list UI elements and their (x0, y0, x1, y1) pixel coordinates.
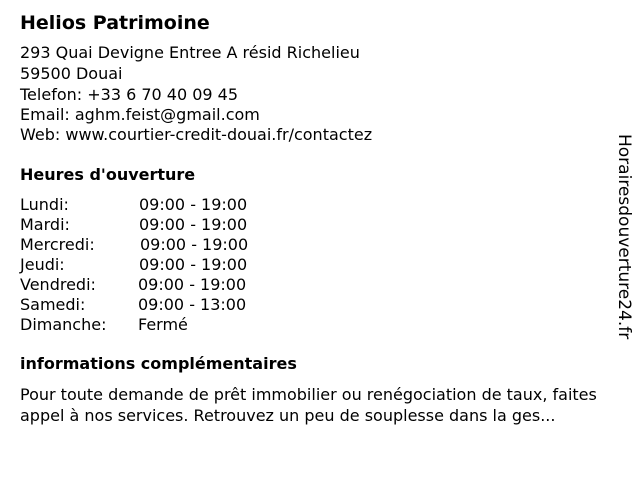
time-value-lundi: 09:00 - 19:00 (139, 195, 248, 214)
day-label-jeudi: Jeudi: (20, 255, 65, 274)
time-value-dimanche: Fermé (138, 315, 188, 334)
time-value-mardi: 09:00 - 19:00 (139, 215, 248, 234)
day-label-dimanche: Dimanche: (20, 315, 107, 334)
address-line-2: 59500 Douai (20, 64, 123, 83)
email-address: Email: aghm.feist@gmail.com (20, 105, 260, 124)
watermark-text: Horairesdouverture24.fr (614, 134, 634, 340)
day-label-lundi: Lundi: (20, 195, 69, 214)
day-label-mercredi: Mercredi: (20, 235, 95, 254)
info-description: Pour toute demande de prêt immobilier ou renégociation de taux, faites appel à nos services. Retrouvez un peu de souplesse dans la ges... (20, 385, 597, 425)
time-value-samedi: 09:00 - 13:00 (138, 295, 247, 314)
phone-number: Telefon: +33 6 70 40 09 45 (20, 85, 239, 104)
site-watermark (612, 134, 636, 374)
time-value-mercredi: 09:00 - 19:00 (140, 235, 249, 254)
day-label-mardi: Mardi: (20, 215, 70, 234)
info-heading: informations complémentaires (20, 354, 297, 373)
address-line-1: 293 Quai Devigne Entree A résid Richelieu (20, 43, 360, 62)
day-label-samedi: Samedi: (20, 295, 86, 314)
website-link[interactable]: Web: www.courtier-credit-douai.fr/contactez (20, 125, 373, 144)
time-value-vendredi: 09:00 - 19:00 (138, 275, 247, 294)
time-value-jeudi: 09:00 - 19:00 (139, 255, 248, 274)
hours-heading: Heures d'ouverture (20, 165, 196, 184)
business-name: Helios Patrimoine (20, 12, 210, 34)
day-label-vendredi: Vendredi: (20, 275, 96, 294)
